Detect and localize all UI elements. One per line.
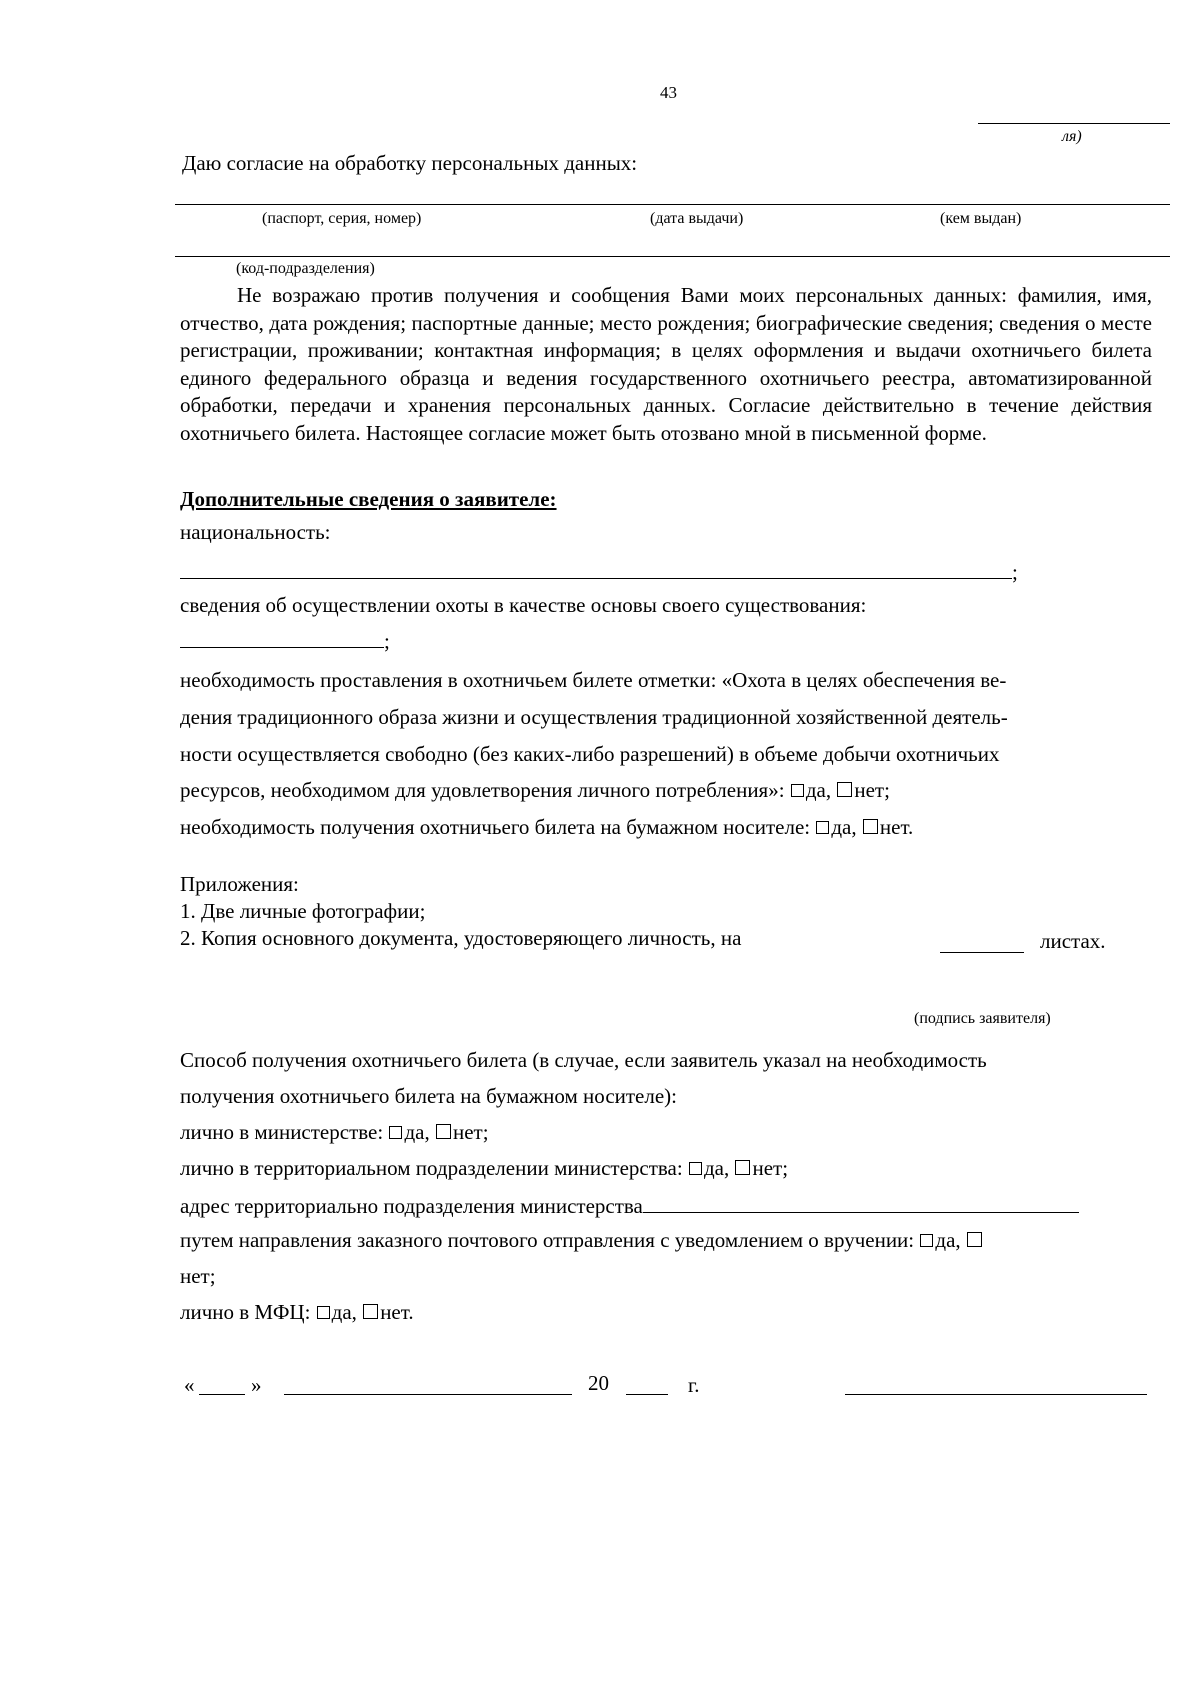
delivery-mfc-label: лично в МФЦ: [180, 1300, 311, 1324]
mail-no-checkbox[interactable] [967, 1232, 982, 1247]
signature-line-top [978, 123, 1170, 124]
hunting-livelihood-semicolon: ; [384, 629, 390, 653]
sheets-count-field[interactable] [940, 952, 1024, 953]
sheets-label: листах. [1040, 929, 1106, 953]
passport-label: (паспорт, серия, номер) [262, 210, 422, 227]
signature-caption-top: ля) [1062, 128, 1082, 145]
mfc-no-label: нет. [380, 1300, 414, 1324]
delivery-address-label: адрес территориально подразделения министерства [180, 1194, 643, 1218]
mark-no-label: нет; [854, 778, 890, 802]
paper-ticket-line [180, 815, 913, 840]
applicant-signature-caption: (подпись заявителя) [914, 1010, 1051, 1027]
ministry-no-checkbox[interactable] [436, 1124, 451, 1139]
mark-yes-label: да, [805, 778, 832, 802]
consent-paragraph [180, 282, 1152, 447]
mail-yes-label: да, [935, 1228, 961, 1252]
delivery-mail [180, 1228, 984, 1253]
delivery-mail-no-label: нет; [180, 1264, 216, 1288]
delivery-territorial-label: лично в территориальном подразделении министерства: [180, 1156, 683, 1180]
consent-text: Не возражаю против получения и сообщения Вами моих персональных данных: фамилия, имя, отчество, дата рождения; паспортные данные; место рождения; биографические сведения; сведения о месте регистрации, проживании; контактная информация; в целях оформления и выдачи охотничьего билета единого федерального образца и ведения государственного охотничьего реестра, автоматизированной обработки, передачи и хранения персональных данных. Согласие действительно в течение действия охотничьего билета. Настоящее согласие может быть отозвано мной в письменной форме. [180, 283, 1152, 445]
date-close-quote: » [251, 1373, 262, 1397]
delivery-line-2: получения охотничьего билета на бумажном носителе): [180, 1084, 678, 1108]
additional-info-heading: Дополнительные сведения о заявителе: [180, 487, 557, 511]
paper-no-checkbox[interactable] [863, 819, 878, 834]
date-month-field[interactable] [284, 1394, 572, 1395]
territorial-no-checkbox[interactable] [735, 1160, 750, 1175]
mark-line-1: необходимость проставления в охотничьем билете отметки: «Охота в целях обеспечения ве- [180, 668, 1007, 692]
delivery-address [180, 1192, 1079, 1219]
final-signature-field[interactable] [845, 1394, 1147, 1395]
division-code-label: (код-подразделения) [236, 260, 375, 277]
ministry-yes-checkbox[interactable] [389, 1126, 402, 1139]
territorial-yes-label: да, [703, 1156, 730, 1180]
attachment-item-1: 1. Две личные фотографии; [180, 899, 426, 923]
date-year-suffix: г. [688, 1373, 700, 1397]
date-open-quote: « [184, 1373, 195, 1397]
mfc-yes-label: да, [331, 1300, 357, 1324]
nationality-semicolon: ; [1012, 560, 1018, 584]
date-year-prefix: 20 [588, 1371, 609, 1395]
mfc-yes-checkbox[interactable] [317, 1306, 330, 1319]
mark-no-checkbox[interactable] [837, 782, 852, 797]
delivery-territorial [180, 1156, 788, 1181]
mark-line-3: ности осуществляется свободно (без каких-либо разрешений) в объеме добычи охотничьих [180, 742, 1000, 766]
ministry-no-label: нет; [452, 1120, 489, 1144]
delivery-mfc [180, 1300, 414, 1325]
date-year-field[interactable] [626, 1394, 668, 1395]
mark-line-4-text: ресурсов, необходимом для удовлетворения личного потребления»: [180, 778, 785, 802]
paper-yes-checkbox[interactable] [816, 821, 829, 834]
paper-no-label: нет. [879, 815, 914, 839]
delivery-line-1: Способ получения охотничьего билета (в случае, если заявитель указал на необходимость [180, 1048, 987, 1072]
nationality-field[interactable] [180, 558, 1018, 585]
attachment-item-2: 2. Копия основного документа, удостоверяющего личность, на [180, 926, 742, 950]
paper-yes-label: да, [831, 815, 857, 839]
delivery-ministry-label: лично в министерстве: [180, 1120, 384, 1144]
mark-line-4 [180, 778, 890, 803]
ministry-yes-label: да, [404, 1120, 430, 1144]
hunting-livelihood-label: сведения об осуществлении охоты в качестве основы своего существования: [180, 593, 867, 617]
date-day-field[interactable] [199, 1394, 245, 1395]
page-number: 43 [660, 83, 677, 102]
consent-heading: Даю согласие на обработку персональных данных: [182, 151, 638, 175]
delivery-mail-label: путем направления заказного почтового отправления с уведомлением о вручении: [180, 1228, 915, 1252]
issued-by-label: (кем выдан) [940, 210, 1022, 227]
nationality-label: национальность: [180, 520, 331, 544]
division-code-line [175, 256, 1170, 257]
issue-date-label: (дата выдачи) [650, 210, 744, 227]
mail-yes-checkbox[interactable] [920, 1234, 933, 1247]
mark-line-2: дения традиционного образа жизни и осуществления традиционной хозяйственной деятель- [180, 705, 1008, 729]
territorial-yes-checkbox[interactable] [689, 1162, 702, 1175]
delivery-ministry [180, 1120, 489, 1145]
passport-line [175, 204, 1170, 205]
address-field[interactable] [643, 1192, 1079, 1213]
paper-ticket-label: необходимость получения охотничьего билета на бумажном носителе: [180, 815, 811, 839]
mark-yes-checkbox[interactable] [791, 784, 804, 797]
mfc-no-checkbox[interactable] [363, 1304, 378, 1319]
attachments-heading: Приложения: [180, 872, 299, 896]
territorial-no-label: нет; [752, 1156, 789, 1180]
hunting-livelihood-field[interactable] [180, 627, 390, 654]
